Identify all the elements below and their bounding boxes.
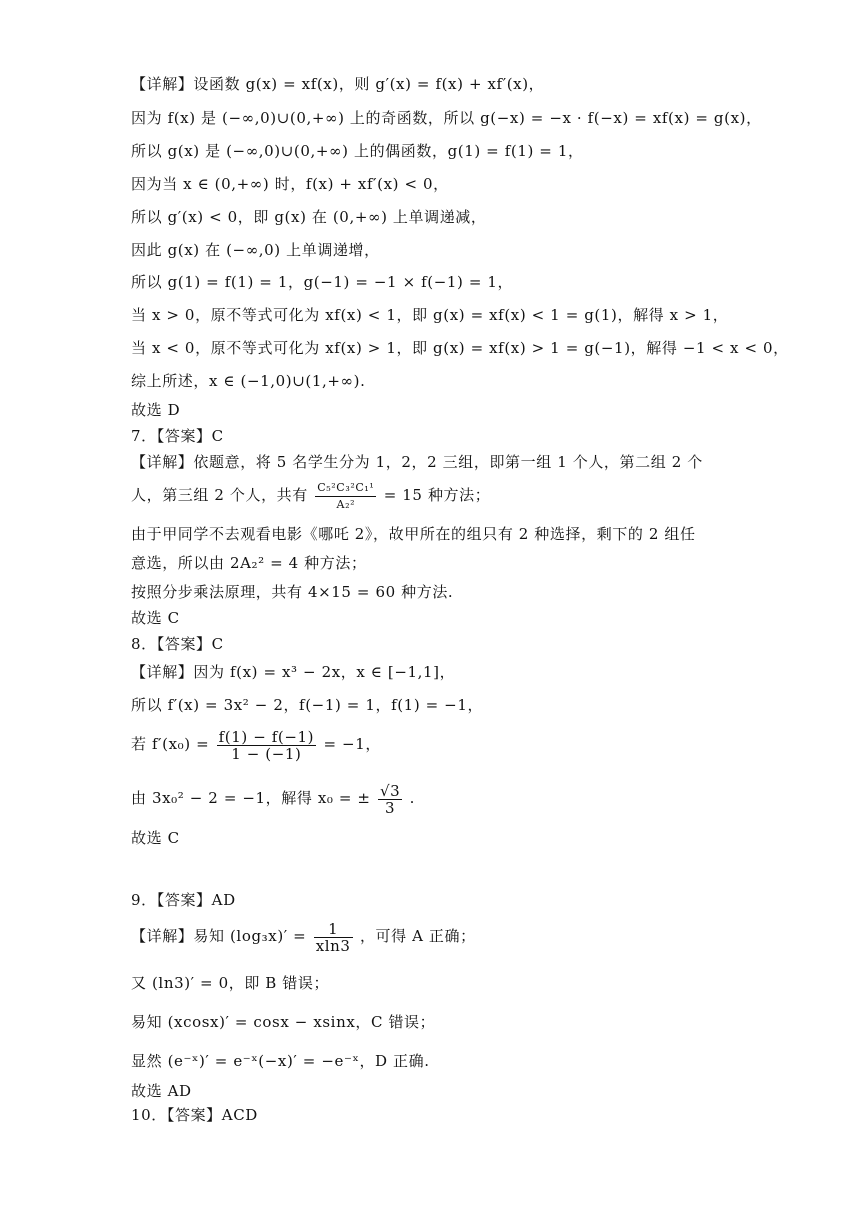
text-line-with-fraction xyxy=(131,778,415,818)
fraction-denominator: 3 xyxy=(385,798,396,817)
text-line: 故选 AD xyxy=(131,1082,192,1100)
text-line: 【详解】因为 f(x) = x³ − 2x，x ∈ [−1,1]， xyxy=(131,663,456,681)
text-segment: 若 f′(x₀) = xyxy=(131,735,210,753)
text-line: 意选，所以由 2A₂² = 4 种方法； xyxy=(131,554,367,572)
text-segment: 【详解】易知 (log₃x)′ = xyxy=(131,927,307,945)
answer-heading: 8．【答案】C xyxy=(131,635,224,653)
text-line: 当 x < 0，原不等式可化为 xf(x) > 1，即 g(x) = xf(x) > 1 = g(−1)，解得 −1 < x < 0， xyxy=(131,339,789,357)
text-line: 【详解】依题意，将 5 名学生分为 1，2，2 三组，即第一组 1 个人，第二组 2 个 xyxy=(131,453,703,471)
fraction xyxy=(378,783,402,816)
text-segment: 由 3x₀² − 2 = −1，解得 x₀ = ± xyxy=(131,789,371,807)
fraction-numerator: f(1) − f(−1) xyxy=(218,727,315,746)
text-line: 易知 (xcosx)′ = cosx − xsinx，C 错误； xyxy=(131,1013,436,1031)
text-line: 当 x > 0，原不等式可化为 xf(x) < 1，即 g(x) = xf(x) < 1 = g(1)，解得 x > 1， xyxy=(131,306,729,324)
text-line: 因此 g(x) 在 (−∞,0) 上单调递增， xyxy=(131,241,380,259)
text-line: 所以 g(x) 是 (−∞,0)∪(0,+∞) 上的偶函数，g(1) = f(1) = 1， xyxy=(131,142,584,160)
fraction-denominator: A₂² xyxy=(336,497,356,511)
text-line: 所以 g(1) = f(1) = 1，g(−1) = −1 × f(−1) = 1， xyxy=(131,273,514,291)
text-segment: 人，第三组 2 个人，共有 xyxy=(131,486,308,504)
text-line: 所以 g′(x) < 0，即 g(x) 在 (0,+∞) 上单调递减， xyxy=(131,208,487,226)
fraction-denominator: 1 − (−1) xyxy=(231,744,302,763)
fraction-numerator: √3 xyxy=(379,781,401,800)
text-line-with-fraction xyxy=(131,478,490,513)
text-line: 因为当 x ∈ (0,+∞) 时，f(x) + xf′(x) < 0， xyxy=(131,175,449,193)
text-line: 因为 f(x) 是 (−∞,0)∪(0,+∞) 上的奇函数，所以 g(−x) = −x · f(−x) = xf(x) = g(x)， xyxy=(131,109,762,127)
text-line: 故选 C xyxy=(131,829,180,847)
fraction xyxy=(315,480,376,513)
text-line: 所以 f′(x) = 3x² − 2，f(−1) = 1，f(1) = −1， xyxy=(131,696,484,714)
fraction xyxy=(314,921,353,954)
fraction-denominator: xln3 xyxy=(315,936,351,955)
fraction-numerator: 1 xyxy=(314,921,353,938)
text-line: 故选 C xyxy=(131,609,180,627)
text-line: 由于甲同学不去观看电影《哪吒 2》，故甲所在的组只有 2 种选择，剩下的 2 组任 xyxy=(131,525,696,543)
text-line: 综上所述，x ∈ (−1,0)∪(1,+∞). xyxy=(131,372,366,390)
answer-heading: 7．【答案】C xyxy=(131,427,224,445)
answer-heading: 9．【答案】AD xyxy=(131,891,236,909)
text-line: 故选 D xyxy=(131,401,181,419)
answer-heading: 10．【答案】ACD xyxy=(131,1106,258,1124)
text-segment: = 15 种方法； xyxy=(383,486,491,504)
text-segment: . xyxy=(409,789,416,807)
text-line: 显然 (e⁻ˣ)′ = e⁻ˣ(−x)′ = −e⁻ˣ，D 正确. xyxy=(131,1052,430,1070)
text-line: 又 (ln3)′ = 0，即 B 错误； xyxy=(131,974,330,992)
text-segment: ，可得 A 正确； xyxy=(359,927,476,945)
fraction-numerator: C₅²C₃²C₁¹ xyxy=(315,480,376,497)
text-line-with-fraction xyxy=(131,724,381,764)
text-line: 按照分步乘法原理，共有 4×15 = 60 种方法. xyxy=(131,583,454,601)
text-line-with-fraction xyxy=(131,916,476,956)
text-segment: = −1， xyxy=(323,735,381,753)
text-line: 【详解】设函数 g(x) = xf(x)，则 g′(x) = f(x) + xf′(x)， xyxy=(131,75,545,93)
fraction xyxy=(217,729,316,762)
